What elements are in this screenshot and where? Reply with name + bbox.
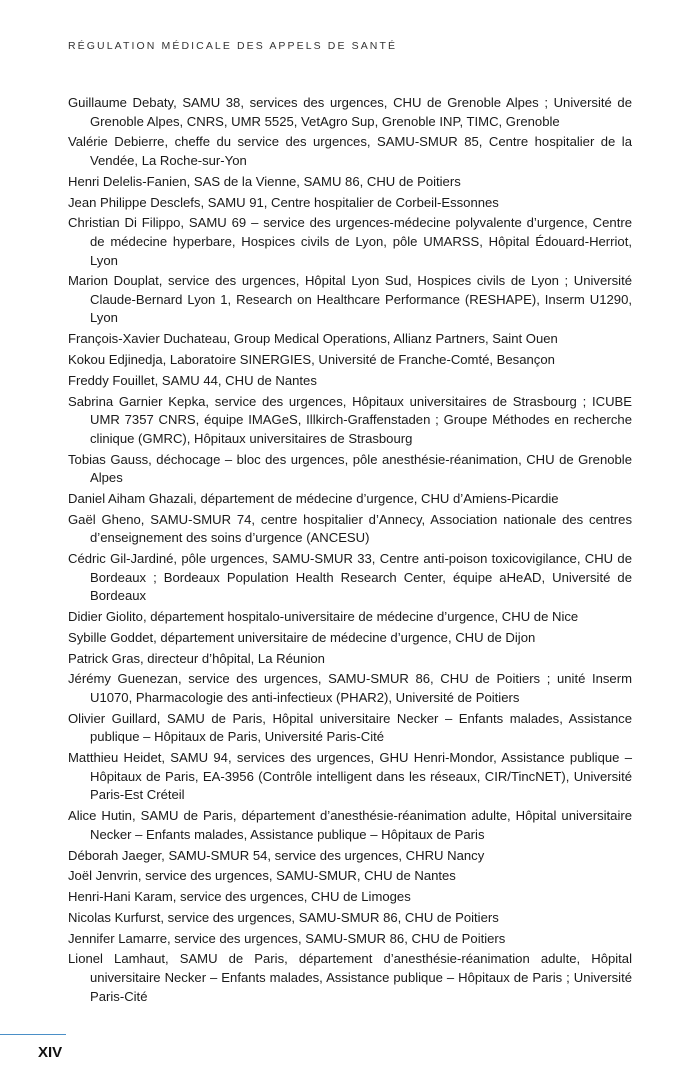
footer-rule xyxy=(0,1034,66,1035)
contributor-entry: Sabrina Garnier Kepka, service des urgences, Hôpitaux universitaires de Strasbourg ; ICUBE UMR 7357 CNRS, équipe IMAGeS, Illkirch-Graffenstaden ; Groupe Méthodes en recherche clinique (GMRC), Hôpitaux universitaires de Strasbourg xyxy=(68,393,632,446)
contributor-entry: Déborah Jaeger, SAMU-SMUR 54, service des urgences, CHRU Nancy xyxy=(68,847,485,863)
contributor-entry: Tobias Gauss, déchocage – bloc des urgences, pôle anesthésie-réanimation, CHU de Grenoble Alpes xyxy=(68,451,632,486)
contributor-entry: Patrick Gras, directeur d’hôpital, La Réunion xyxy=(68,650,325,666)
contributor-entry: Matthieu Heidet, SAMU 94, services des urgences, GHU Henri-Mondor, Assistance publique – Hôpitaux de Paris, EA-3956 (Contrôle intelligent dans les réseaux, CIR/TincNET), Université Paris-Est Créteil xyxy=(68,750,632,803)
contributor-entry: Daniel Aiham Ghazali, département de médecine d’urgence, CHU d’Amiens-Picardie xyxy=(68,490,559,506)
contributor-entry: Henri Delelis-Fanien, SAS de la Vienne, SAMU 86, CHU de Poitiers xyxy=(68,173,461,189)
contributor-entry: Joël Jenvrin, service des urgences, SAMU-SMUR, CHU de Nantes xyxy=(68,868,456,884)
contributor-entry: Jean Philippe Desclefs, SAMU 91, Centre hospitalier de Corbeil-Essonnes xyxy=(68,194,499,210)
contributor-entry: Nicolas Kurfurst, service des urgences, SAMU-SMUR 86, CHU de Poitiers xyxy=(68,909,499,925)
contributor-entry: Alice Hutin, SAMU de Paris, département d’anesthésie-réanimation adulte, Hôpital universitaire Necker – Enfants malades, Assistance publique – Hôpitaux de Paris xyxy=(68,808,632,842)
contributor-entry: Freddy Fouillet, SAMU 44, CHU de Nantes xyxy=(68,372,317,388)
contributor-entry: Gaël Gheno, SAMU-SMUR 74, centre hospitalier d’Annecy, Association nationale des centres d’enseignement des soins d’urgence (ANCESU) xyxy=(68,511,632,546)
contributor-entry: Valérie Debierre, cheffe du service des urgences, SAMU-SMUR 85, Centre hospitalier de la Vendée, La Roche-sur-Yon xyxy=(68,134,632,168)
contributor-entry: Jennifer Lamarre, service des urgences, SAMU-SMUR 86, CHU de Poitiers xyxy=(68,930,506,946)
contributor-entry: Didier Giolito, département hospitalo-universitaire de médecine d’urgence, CHU de Nice xyxy=(68,609,579,625)
contributor-entry: Marion Douplat, service des urgences, Hôpital Lyon Sud, Hospices civils de Lyon ; Université Claude-Bernard Lyon 1, Research on Healthcare Performance (RESHAPE), Inserm U1290, Lyon xyxy=(68,273,632,326)
page-number: XIV xyxy=(38,1044,63,1061)
contributor-entry: Cédric Gil-Jardiné, pôle urgences, SAMU-SMUR 33, Centre anti-poison toxicovigilance, CHU de Bordeaux ; Bordeaux Population Health Research Center, équipe aHeAD, Université de Bordeaux xyxy=(68,551,632,604)
contributor-entry: François-Xavier Duchateau, Group Medical Operations, Allianz Partners, Saint Ouen xyxy=(68,331,558,347)
running-header: RÉGULATION MÉDICALE DES APPELS DE SANTÉ xyxy=(68,40,398,52)
contributor-entry: Jérémy Guenezan, service des urgences, SAMU-SMUR 86, CHU de Poitiers ; unité Inserm U1070, Pharmacologie des anti-infectieux (PHAR2), Université de Poitiers xyxy=(68,671,632,705)
contributor-entry: Sybille Goddet, département universitaire de médecine d’urgence, CHU de Dijon xyxy=(68,629,536,645)
contributor-entry: Christian Di Filippo, SAMU 69 – service des urgences-médecine polyvalente d’urgence, Centre de médecine hyperbare, Hospices civils de Lyon, pôle UMARSS, Hôpital Édouard-Herriot, Lyon xyxy=(68,215,632,268)
contributor-entry: Guillaume Debaty, SAMU 38, services des urgences, CHU de Grenoble Alpes ; Université de Grenoble Alpes, CNRS, UMR 5525, VetAgro Sup, Grenoble INP, TIMC, Grenoble xyxy=(68,95,632,129)
contributor-entry: Olivier Guillard, SAMU de Paris, Hôpital universitaire Necker – Enfants malades, Assistance publique – Hôpitaux de Paris, Université Paris-Cité xyxy=(68,710,632,745)
contributor-entry: Kokou Edjinedja, Laboratoire SINERGIES, Université de Franche-Comté, Besançon xyxy=(68,352,555,368)
contributor-entry: Lionel Lamhaut, SAMU de Paris, département d’anesthésie-réanimation adulte, Hôpital universitaire Necker – Enfants malades, Assistance publique – Hôpitaux de Paris ; Université Paris-Cité xyxy=(68,951,632,1004)
contributor-entry: Henri-Hani Karam, service des urgences, CHU de Limoges xyxy=(68,889,411,905)
contributor-list xyxy=(68,94,632,1008)
